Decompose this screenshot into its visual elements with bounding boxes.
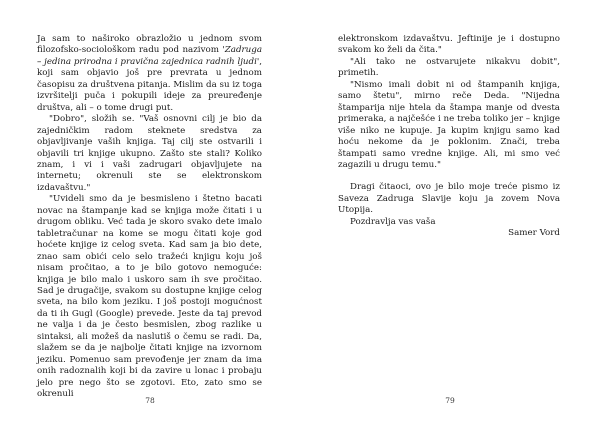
paragraph-text: Ja sam to naširoko obrazložio u jednom svom filozofsko-sociološkom radu pod nazivom [37, 34, 262, 56]
left-page-text [37, 34, 262, 401]
right-page-text [338, 34, 560, 240]
paragraph: "Nismo imali dobit ni od štampanih knjiga, samo štetu", mirno reče Deda. "Nijedna štamparija nije htela da štampa manje od dvesta primeraka, a najčešće i ne treba toliko jer – knjige više niko ne kupuje. Ja kupim knjigu samo kad hoću nekome da je poklonim. Znači, treba štampati samo vredne knjige. Ali, mi smo već zagazili u drugu temu." [338, 79, 560, 170]
paragraph-text: , koji sam objavio još pre prevrata u jednom časopisu za društvena pitanja. Mislim da su iz toga izvršitelji puča i pokupili ideje za preuređenje društva, ali – o tome drugi put. [37, 56, 262, 113]
page-number: 78 [145, 396, 155, 405]
signature: Samer Vord [508, 228, 560, 239]
page-number: 79 [445, 396, 455, 405]
paragraph: Dragi čitaoci, ovo je bilo moje treće pismo iz Saveza Zadruga Slavije koju ja zovem Nova Utopija. [338, 182, 560, 216]
paragraph: "Ali tako ne ostvarujete nikakvu dobit", primetih. [338, 56, 560, 79]
paragraph [37, 34, 262, 114]
paragraph: "Uvideli smo da je besmisleno i štetno bacati novac na štampanje kad se knjiga može čitati i u drugom obliku. Već tada je skoro svako dete imalo tabletračunar na kome se mogu čitati koje god hoćete knjige iz celog sveta. Kad sam ja bio dete, znao sam obići celo selo tražeći knjigu koju još nisam pročitao, a to je bilo gotovo nemoguće: knjiga je bilo malo i uskoro sam ih sve pročitao. Sad je drugačije, svakom su dostupne knjige celog sveta, na bilo kom jeziku. I još postoji mogućnost da ti ih Gugl (Google) prevede. Jeste da taj prevod ne valja i da je često besmislen, zbog razlike u sintaksi, ali možeš da naslutiš o čemu se radi. Da, slažem se da je najbolje čitati knjige na izvornom jeziku. Pomenuo sam prevođenje jer znam da ima onih radoznalih koji bi da zavire u lonac i probaju jelo pre nego što se zgotovi. Eto, zato smo se okrenuli [37, 194, 262, 400]
closing-line: Pozdravlja vas vaša [350, 216, 436, 227]
work-title: 'Zadruga – jedina prirodna i pravična zajednica radnih ljudi' [37, 45, 262, 67]
paragraph: "Dobro", složih se. "Vaš osnovni cilj je bio da zajedničkim radom steknete sredstva za objavljivanje vaših knjiga. Taj cilj ste ostvarili i objavili tri knjige ukupno. Zašto ste stali? Koliko znam, i vi i vaši zadrugari objavljujete na internetu; okrenuli ste se elektronskom izdavaštvu." [37, 114, 262, 193]
right-page [300, 0, 600, 424]
paragraph: elektronskom izdavaštvu. Jeftinije je i dostupno svakom ko želi da čita." [338, 34, 560, 56]
